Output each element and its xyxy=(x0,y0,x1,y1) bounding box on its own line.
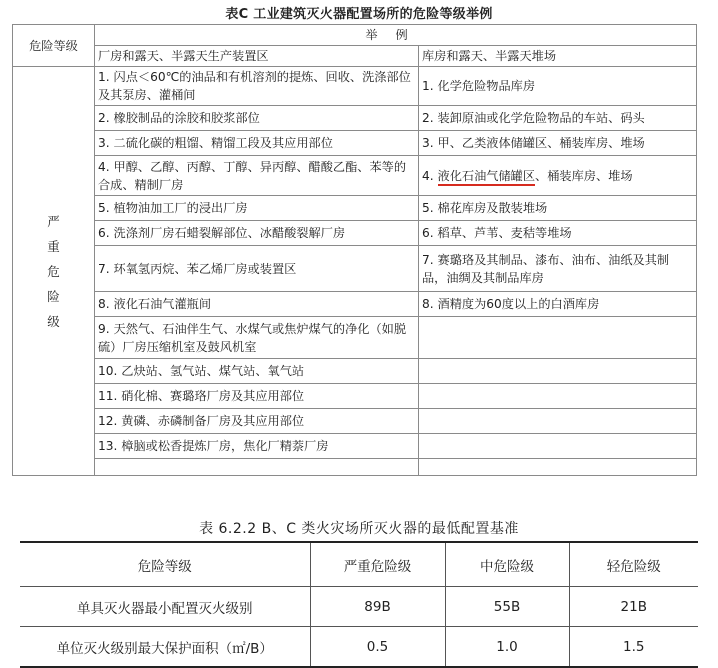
storage-cell xyxy=(419,434,697,459)
value-cell: 89B xyxy=(310,587,445,627)
level-char: 级 xyxy=(47,313,60,329)
header-severe: 严重危险级 xyxy=(310,542,445,587)
underlined-text: 液化石油气储罐区 xyxy=(438,169,536,186)
row-label: 单具灭火器最小配置灭火级别 xyxy=(20,587,310,627)
factory-cell: 8. 液化石油气灌瓶间 xyxy=(95,292,419,317)
factory-cell: 11. 硝化棉、赛璐珞厂房及其应用部位 xyxy=(95,384,419,409)
storage-cell: 7. 赛璐珞及其制品、漆布、油布、油纸及其制品，油绸及其制品库房 xyxy=(419,246,697,292)
storage-cell: 3. 甲、乙类液体储罐区、桶装库房、堆场 xyxy=(419,131,697,156)
table-622-title: 表 6.2.2 B、C 类火灾场所灭火器的最低配置基准 xyxy=(199,521,519,537)
level-char: 重 xyxy=(47,238,60,254)
header-storage: 库房和露天、半露天堆场 xyxy=(419,46,697,67)
storage-cell xyxy=(419,409,697,434)
table-c-title: 表C 工业建筑灭火器配置场所的危险等级举例 xyxy=(225,7,493,22)
header-level: 危险等级 xyxy=(20,542,310,587)
factory-cell: 3. 二硫化碳的粗馏、精馏工段及其应用部位 xyxy=(95,131,419,156)
table-622 xyxy=(20,541,698,668)
factory-cell: 13. 樟脑或松香提炼厂房，焦化厂精萘厂房 xyxy=(95,434,419,459)
factory-cell: 4. 甲醇、乙醇、丙醇、丁醇、异丙醇、醋酸乙酯、苯等的合成、精制厂房 xyxy=(95,156,419,196)
factory-cell: 7. 环氧氢丙烷、苯乙烯厂房或装置区 xyxy=(95,246,419,292)
storage-num: 4. xyxy=(422,168,438,183)
factory-cell: 12. 黄磷、赤磷制备厂房及其应用部位 xyxy=(95,409,419,434)
storage-cell: 6. 稻草、芦苇、麦秸等堆场 xyxy=(419,221,697,246)
storage-cell xyxy=(419,156,697,196)
storage-cell xyxy=(419,359,697,384)
level-char: 危 xyxy=(47,263,60,279)
table-c xyxy=(12,24,697,476)
storage-cell xyxy=(419,317,697,359)
storage-cell-cut xyxy=(419,459,697,476)
factory-cell: 10. 乙炔站、氢气站、煤气站、氧气站 xyxy=(95,359,419,384)
level-char: 险 xyxy=(47,288,60,304)
storage-rest: 、桶装库房、堆场 xyxy=(535,168,633,183)
level-severe xyxy=(13,67,95,476)
page-cut xyxy=(0,479,718,519)
storage-cell xyxy=(419,384,697,409)
value-cell: 0.5 xyxy=(310,627,445,668)
factory-cell: 1. 闪点＜60℃的油品和有机溶剂的提炼、回收、洗涤部位及其泵房、灌桶间 xyxy=(95,67,419,106)
storage-cell: 1. 化学危险物品库房 xyxy=(419,67,697,106)
row-label: 单位灭火级别最大保护面积（㎡/B） xyxy=(20,627,310,668)
value-cell: 55B xyxy=(445,587,569,627)
header-example: 举例 xyxy=(95,25,697,46)
factory-cell: 2. 橡胶制品的涂胶和胶浆部位 xyxy=(95,106,419,131)
header-level: 危险等级 xyxy=(13,25,95,67)
value-cell: 1.0 xyxy=(445,627,569,668)
value-cell: 21B xyxy=(569,587,698,627)
storage-cell: 5. 棉花库房及散装堆场 xyxy=(419,196,697,221)
factory-cell: 5. 植物油加工厂的浸出厂房 xyxy=(95,196,419,221)
storage-cell: 8. 酒精度为60度以上的白酒库房 xyxy=(419,292,697,317)
level-char: 严 xyxy=(47,213,60,229)
header-medium: 中危险级 xyxy=(445,542,569,587)
factory-cell: 6. 洗涤剂厂房石蜡裂解部位、冰醋酸裂解厂房 xyxy=(95,221,419,246)
header-factory: 厂房和露天、半露天生产装置区 xyxy=(95,46,419,67)
storage-cell: 2. 装卸原油或化学危险物品的车站、码头 xyxy=(419,106,697,131)
factory-cell-cut xyxy=(95,459,419,476)
value-cell: 1.5 xyxy=(569,627,698,668)
factory-cell: 9. 天然气、石油伴生气、水煤气或焦炉煤气的净化（如脱硫）厂房压缩机室及鼓风机室 xyxy=(95,317,419,359)
header-light: 轻危险级 xyxy=(569,542,698,587)
